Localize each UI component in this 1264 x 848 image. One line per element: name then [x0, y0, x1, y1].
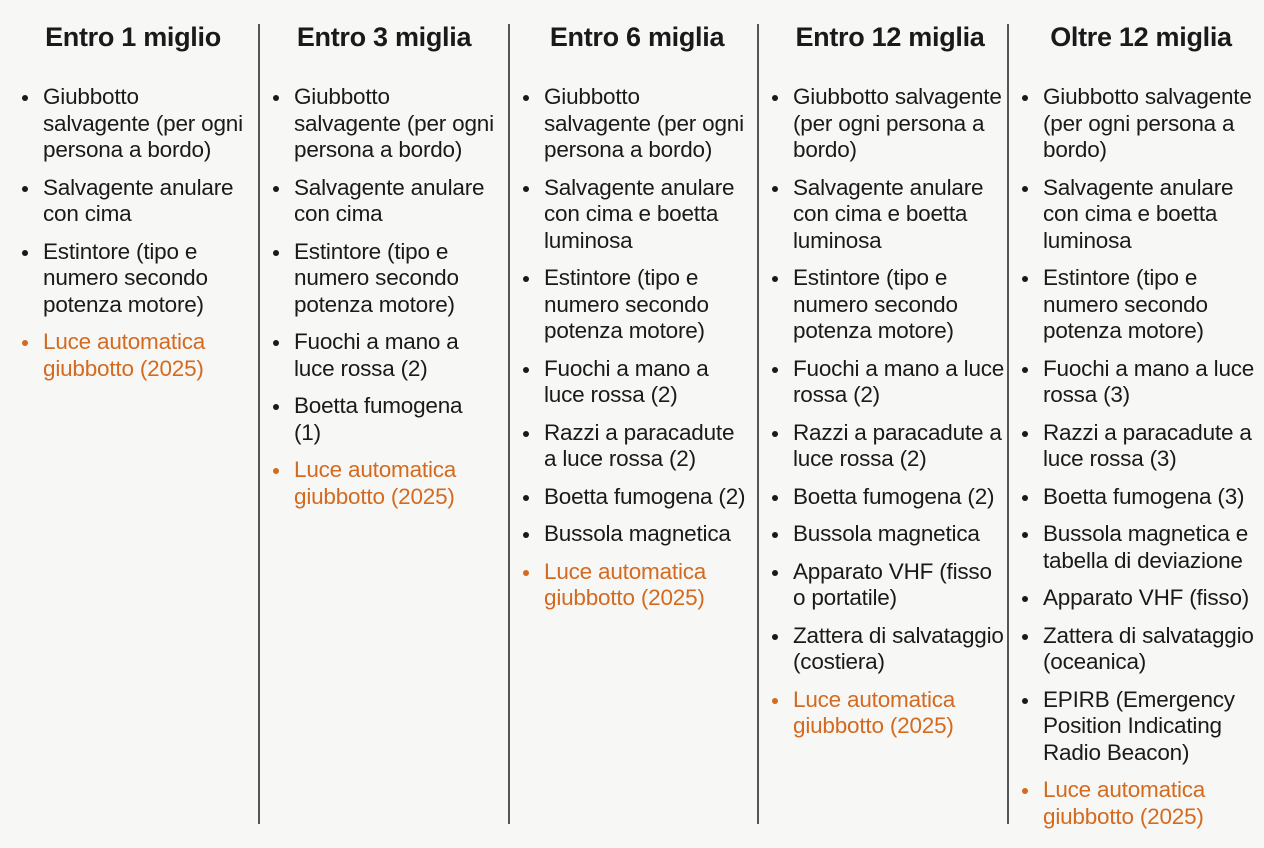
- equipment-item: Salvagente anulare con cima e boetta luminosa: [1022, 175, 1260, 255]
- column-title: Entro 12 miglia: [795, 22, 985, 52]
- equipment-item: Razzi a paracadute a luce rossa (3): [1022, 420, 1260, 473]
- equipment-item: Bussola magnetica: [523, 521, 751, 548]
- equipment-item: Giubbotto salvagente (per ogni persona a bordo): [22, 84, 244, 164]
- equipment-item: Boetta fumogena (3): [1022, 484, 1260, 511]
- equipment-item: Salvagente anulare con cima e boetta luminosa: [523, 175, 751, 255]
- equipment-item-highlight: Luce automatica giubbotto (2025): [273, 457, 495, 510]
- equipment-item: Fuochi a mano a luce rossa (2): [523, 356, 751, 409]
- equipment-item: Bussola magnetica e tabella di deviazione: [1022, 521, 1260, 574]
- equipment-item: Boetta fumogena (2): [772, 484, 1008, 511]
- equipment-item-highlight: Luce automatica giubbotto (2025): [772, 687, 1008, 740]
- column-12-miles: [772, 0, 1008, 848]
- equipment-item: Giubbotto salvagente (per ogni persona a bordo): [1022, 84, 1260, 164]
- equipment-item: Fuochi a mano a luce rossa (2): [772, 356, 1008, 409]
- equipment-item: Salvagente anulare con cima: [273, 175, 495, 228]
- equipment-item: Salvagente anulare con cima: [22, 175, 244, 228]
- equipment-item: EPIRB (Emergency Position Indicating Radio Beacon): [1022, 687, 1260, 767]
- equipment-item: Salvagente anulare con cima e boetta luminosa: [772, 175, 1008, 255]
- column-title: Entro 1 miglio: [45, 22, 221, 52]
- equipment-item: Zattera di salvataggio (costiera): [772, 623, 1008, 676]
- column-3-miles: [273, 0, 495, 848]
- equipment-item: Bussola magnetica: [772, 521, 1008, 548]
- column-title: Oltre 12 miglia: [1050, 22, 1232, 52]
- equipment-list: [22, 84, 244, 393]
- equipment-item: Estintore (tipo e numero secondo potenza motore): [273, 239, 495, 319]
- column-divider: [757, 24, 759, 824]
- equipment-item: Boetta fumogena (2): [523, 484, 751, 511]
- equipment-item: Zattera di salvataggio (oceanica): [1022, 623, 1260, 676]
- equipment-item: Giubbotto salvagente (per ogni persona a bordo): [273, 84, 495, 164]
- column-1-mile: [22, 0, 244, 848]
- column-over-12-miles: [1022, 0, 1260, 848]
- equipment-item: Estintore (tipo e numero secondo potenza motore): [523, 265, 751, 345]
- column-6-miles: [523, 0, 751, 848]
- column-title: Entro 3 miglia: [296, 22, 472, 52]
- equipment-item: Razzi a paracadute a luce rossa (2): [772, 420, 1008, 473]
- equipment-item: Fuochi a mano a luce rossa (3): [1022, 356, 1260, 409]
- equipment-item-highlight: Luce automatica giubbotto (2025): [523, 559, 751, 612]
- equipment-list: [1022, 84, 1260, 841]
- equipment-item-highlight: Luce automatica giubbotto (2025): [1022, 777, 1260, 830]
- equipment-list: [273, 84, 495, 521]
- equipment-item: Giubbotto salvagente (per ogni persona a bordo): [772, 84, 1008, 164]
- equipment-item: Estintore (tipo e numero secondo potenza motore): [22, 239, 244, 319]
- equipment-item: Fuochi a mano a luce rossa (2): [273, 329, 495, 382]
- equipment-list: [523, 84, 751, 623]
- equipment-item: Giubbotto salvagente (per ogni persona a bordo): [523, 84, 751, 164]
- column-divider: [258, 24, 260, 824]
- equipment-list: [772, 84, 1008, 751]
- column-divider: [508, 24, 510, 824]
- equipment-item-highlight: Luce automatica giubbotto (2025): [22, 329, 244, 382]
- equipment-item: Estintore (tipo e numero secondo potenza motore): [772, 265, 1008, 345]
- column-divider: [1007, 24, 1009, 824]
- equipment-item: Apparato VHF (fisso): [1022, 585, 1260, 612]
- equipment-item: Boetta fumogena (1): [273, 393, 495, 446]
- equipment-item: Apparato VHF (fisso o portatile): [772, 559, 1008, 612]
- equipment-item: Razzi a paracadute a luce rossa (2): [523, 420, 751, 473]
- equipment-item: Estintore (tipo e numero secondo potenza motore): [1022, 265, 1260, 345]
- column-title: Entro 6 miglia: [549, 22, 725, 52]
